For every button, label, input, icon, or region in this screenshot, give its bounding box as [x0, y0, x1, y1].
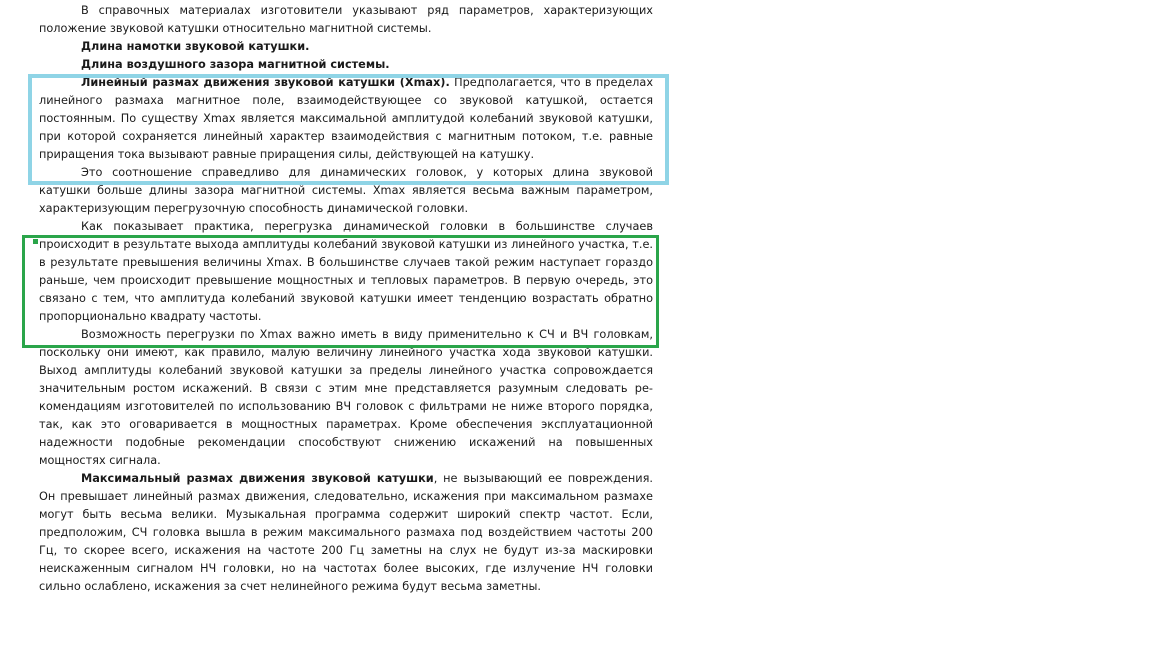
xmax-definition: Предполагается, что в пределах линейного размаха магнитное поле, взаимодействующее со звуковой катушкой, остается постоянным. По существу Xmax является максимальной амплитудой колебаний звуковой катушки, при которой сохраняется линейный характер взаимодействия с магнитным потоком, т.е. равные приращения тока вызывают равные приращения силы, действующей на катушку. [39, 76, 654, 161]
document-text [39, 2, 653, 596]
paragraph-intro: В справочных материалах изготовители указывают ряд параметров, характеризующих положение звуковой катушки относительно магнитной системы. [39, 4, 653, 35]
highlight-marker [33, 239, 38, 244]
paragraph-max-excursion [39, 470, 653, 596]
paragraph-overload-practice: Как показывает практика, перегрузка динамической головки в большинстве случаев происходит в результате выхода амплитуды колебаний звуковой катушки из линейного участка, т.е. в результате превышения величины Xmax. В большинстве случаев такой режим наступает гораздо раньше, чем происходит превышение мощностных и тепловых параметров. В первую очередь, это связано с тем, что амплитуда колебаний звуковой катушки имеет тенденцию возрастать обратно пропорционально квадрату частоты. [39, 220, 653, 323]
heading-air-gap-length: Длина воздушного зазора магнитной системы. [81, 58, 390, 71]
paragraph-ratio: Это соотношение справедливо для динамических головок, у которых длина звуковой катушки больше длины зазора магнитной системы. Xmax является весьма важным параметром, характеризующим перегрузочную способность динамической головки. [39, 166, 653, 215]
paragraph-mid-high-heads: Возможность перегрузки по Xmax важно иметь в виду применительно к СЧ и ВЧ головкам, поскольку они имеют, как правило, малую величину линейного участка хода звуковой катушки. Выход амплитуды колебаний звуковой катушки за пределы линейного участка сопровождается значительным ростом искажений. В связи с этим мне представляется разумным следовать ре-комендациям изготовителей по использованию ВЧ головок с фильтрами не ниже второго порядка, так, как это оговаривается в мощностных параметрах. Кроме обеспечения эксплуатационной надежности подобные рекомендации способствуют снижению искажений на повышенных мощностях сигнала. [39, 328, 653, 467]
paragraph-xmax [39, 74, 653, 164]
xmax-term: Линейный размах движения звуковой катушки (Xmax). [81, 76, 450, 89]
max-excursion-definition: , не вызывающий ее повреждения. Он превышает линейный размах движения, следовательно, искажения при максимальном размахе могут быть весьма велики. Музыкальная программа содержит широкий спектр частот. Если, предположим, СЧ головка вышла в режим максимального размаха под воздействием частоты 200 Гц, то скорее всего, искажения на частоте 200 Гц заметны на слух не будут из-за маскировки неискаженным сигналом НЧ головки, но на частотах более высоких, где излучение НЧ головки сильно ослаблено, искажения за счет нелинейного режима будут весьма заметны. [39, 472, 653, 593]
max-excursion-term: Максимальный размах движения звуковой катушки [81, 472, 434, 485]
heading-coil-winding-length: Длина намотки звуковой катушки. [81, 40, 310, 53]
